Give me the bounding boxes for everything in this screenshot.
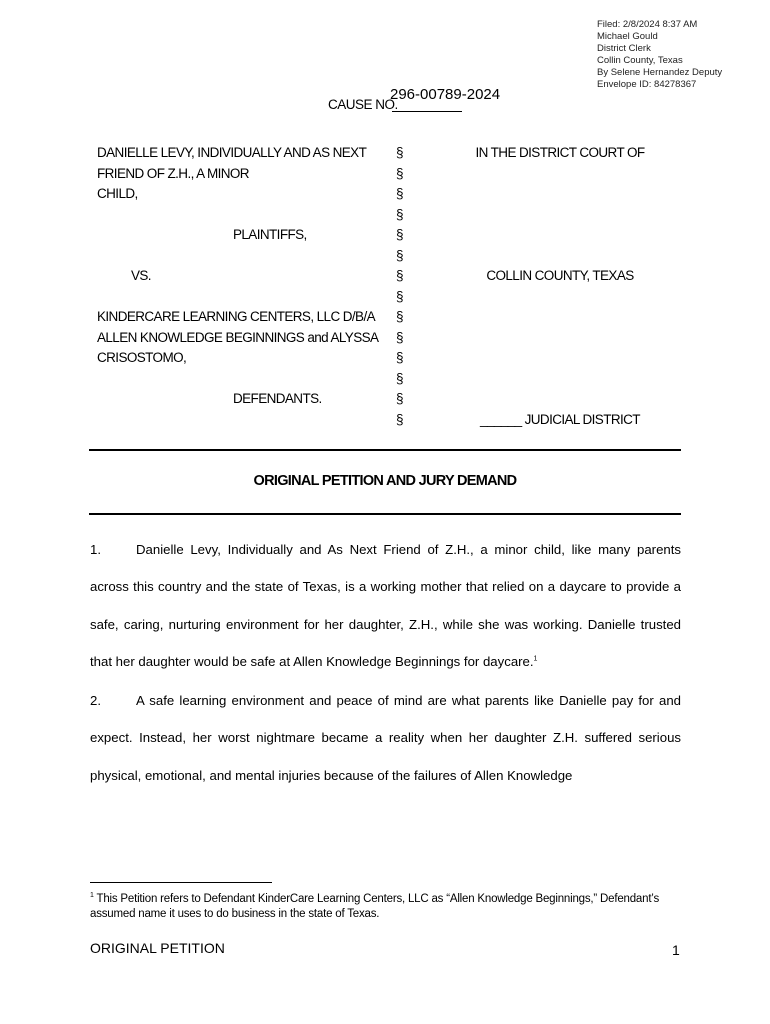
section-symbol: § (396, 309, 403, 324)
section-symbol: § (396, 268, 403, 283)
paragraph-1 (90, 531, 681, 680)
caption-spacer (420, 205, 700, 226)
caption-line-plaintiffs: PLAINTIFFS, (233, 227, 307, 242)
stamp-line-clerk-title: District Clerk (597, 43, 651, 54)
stamp-line-deputy: By Selene Hernandez Deputy (597, 67, 723, 78)
document-title: ORIGINAL PETITION AND JURY DEMAND (253, 473, 517, 489)
section-symbol: § (396, 329, 403, 345)
caption-spacer (420, 287, 700, 308)
section-symbol: § (396, 165, 403, 181)
section-symbol: § (396, 247, 403, 263)
page-number: 1 (672, 942, 680, 958)
caption-line: CHILD, (97, 186, 138, 201)
filing-stamp (597, 19, 722, 91)
caption-line-vs: VS. (131, 268, 151, 283)
section-symbol: § (396, 350, 403, 365)
caption-spacer (420, 369, 700, 390)
caption-line: KINDERCARE LEARNING CENTERS, LLC D/B/A (97, 309, 376, 324)
caption-spacer (420, 246, 700, 267)
court-name: IN THE DISTRICT COURT OF (475, 145, 645, 160)
caption-line (97, 410, 382, 431)
caption-line: ALLEN KNOWLEDGE BEGINNINGS and ALYSSA (97, 329, 379, 345)
section-symbol: § (396, 288, 403, 304)
caption-court (420, 143, 700, 430)
paragraph-number: 1. (90, 542, 101, 557)
cause-number: 296-00789-2024 (390, 86, 501, 103)
caption-line (97, 369, 382, 390)
stamp-line-clerk-name: Michael Gould (597, 31, 658, 42)
footer-label: ORIGINAL PETITION (90, 940, 225, 956)
footnote-marker: 1 (90, 892, 94, 900)
cause-underline (392, 111, 462, 112)
section-symbol: § (396, 227, 403, 242)
caption-line: CRISOSTOMO, (97, 350, 187, 365)
stamp-line-filed: Filed: 2/8/2024 8:37 AM (597, 19, 698, 30)
paragraph-number: 2. (90, 693, 101, 708)
stamp-line-county: Collin County, Texas (597, 55, 683, 66)
caption-spacer (420, 307, 700, 328)
caption-spacer (420, 389, 700, 410)
caption-line (97, 205, 382, 226)
section-symbol: § (396, 186, 403, 201)
title-rule-top (89, 449, 681, 451)
stamp-line-envelope: Envelope ID: 84278367 (597, 79, 697, 90)
footnote-text: This Petition refers to Defendant KinderCare Learning Centers, LLC as “Allen Knowledge Beginnings,” Defendant’s assumed name it uses to do business in the state of Texas. (90, 893, 660, 920)
caption-line (97, 287, 382, 308)
section-symbol: § (396, 370, 403, 386)
paragraph-text: A safe learning environment and peace of mind are what parents like Danielle pay for and expect. Instead, her worst nightmare became a reality when her daughter Z.H. suffered serious physical, emotional, and mental injuries because of the failures of Allen Knowledge (90, 693, 681, 783)
caption-spacer (420, 328, 700, 349)
caption-spacer (420, 184, 700, 205)
caption-spacer (420, 164, 700, 185)
caption-section-symbols (396, 143, 408, 430)
caption-line: FRIEND OF Z.H., A MINOR (97, 165, 249, 181)
paragraph-text: Danielle Levy, Individually and As Next Friend of Z.H., a minor child, like many parents across this country and the state of Texas, is a working mother that relied on a daycare to provide a safe, caring, nurturing environment for her daughter, Z.H., while she was working. Danielle trusted that her daughter would be safe at Allen Knowledge Beginnings for daycare. (90, 542, 681, 669)
caption-spacer (420, 225, 700, 246)
section-symbol: § (396, 411, 403, 427)
section-symbol: § (396, 145, 403, 160)
judicial-district: ______ JUDICIAL DISTRICT (480, 411, 640, 427)
caption-line: DANIELLE LEVY, INDIVIDUALLY AND AS NEXT (97, 145, 367, 160)
section-symbol: § (396, 391, 403, 406)
footnote-separator (90, 882, 272, 883)
footnote-ref[interactable]: 1 (533, 655, 538, 663)
caption-line (97, 246, 382, 267)
caption-parties (97, 143, 382, 430)
cause-label: CAUSE NO. (328, 97, 398, 112)
caption-spacer (420, 348, 700, 369)
paragraph-2 (90, 682, 681, 794)
section-symbol: § (396, 206, 403, 222)
caption-line-defendants: DEFENDANTS. (233, 391, 322, 406)
court-county: COLLIN COUNTY, TEXAS (486, 268, 634, 283)
title-rule-bottom (89, 513, 681, 515)
footnote (90, 892, 690, 922)
